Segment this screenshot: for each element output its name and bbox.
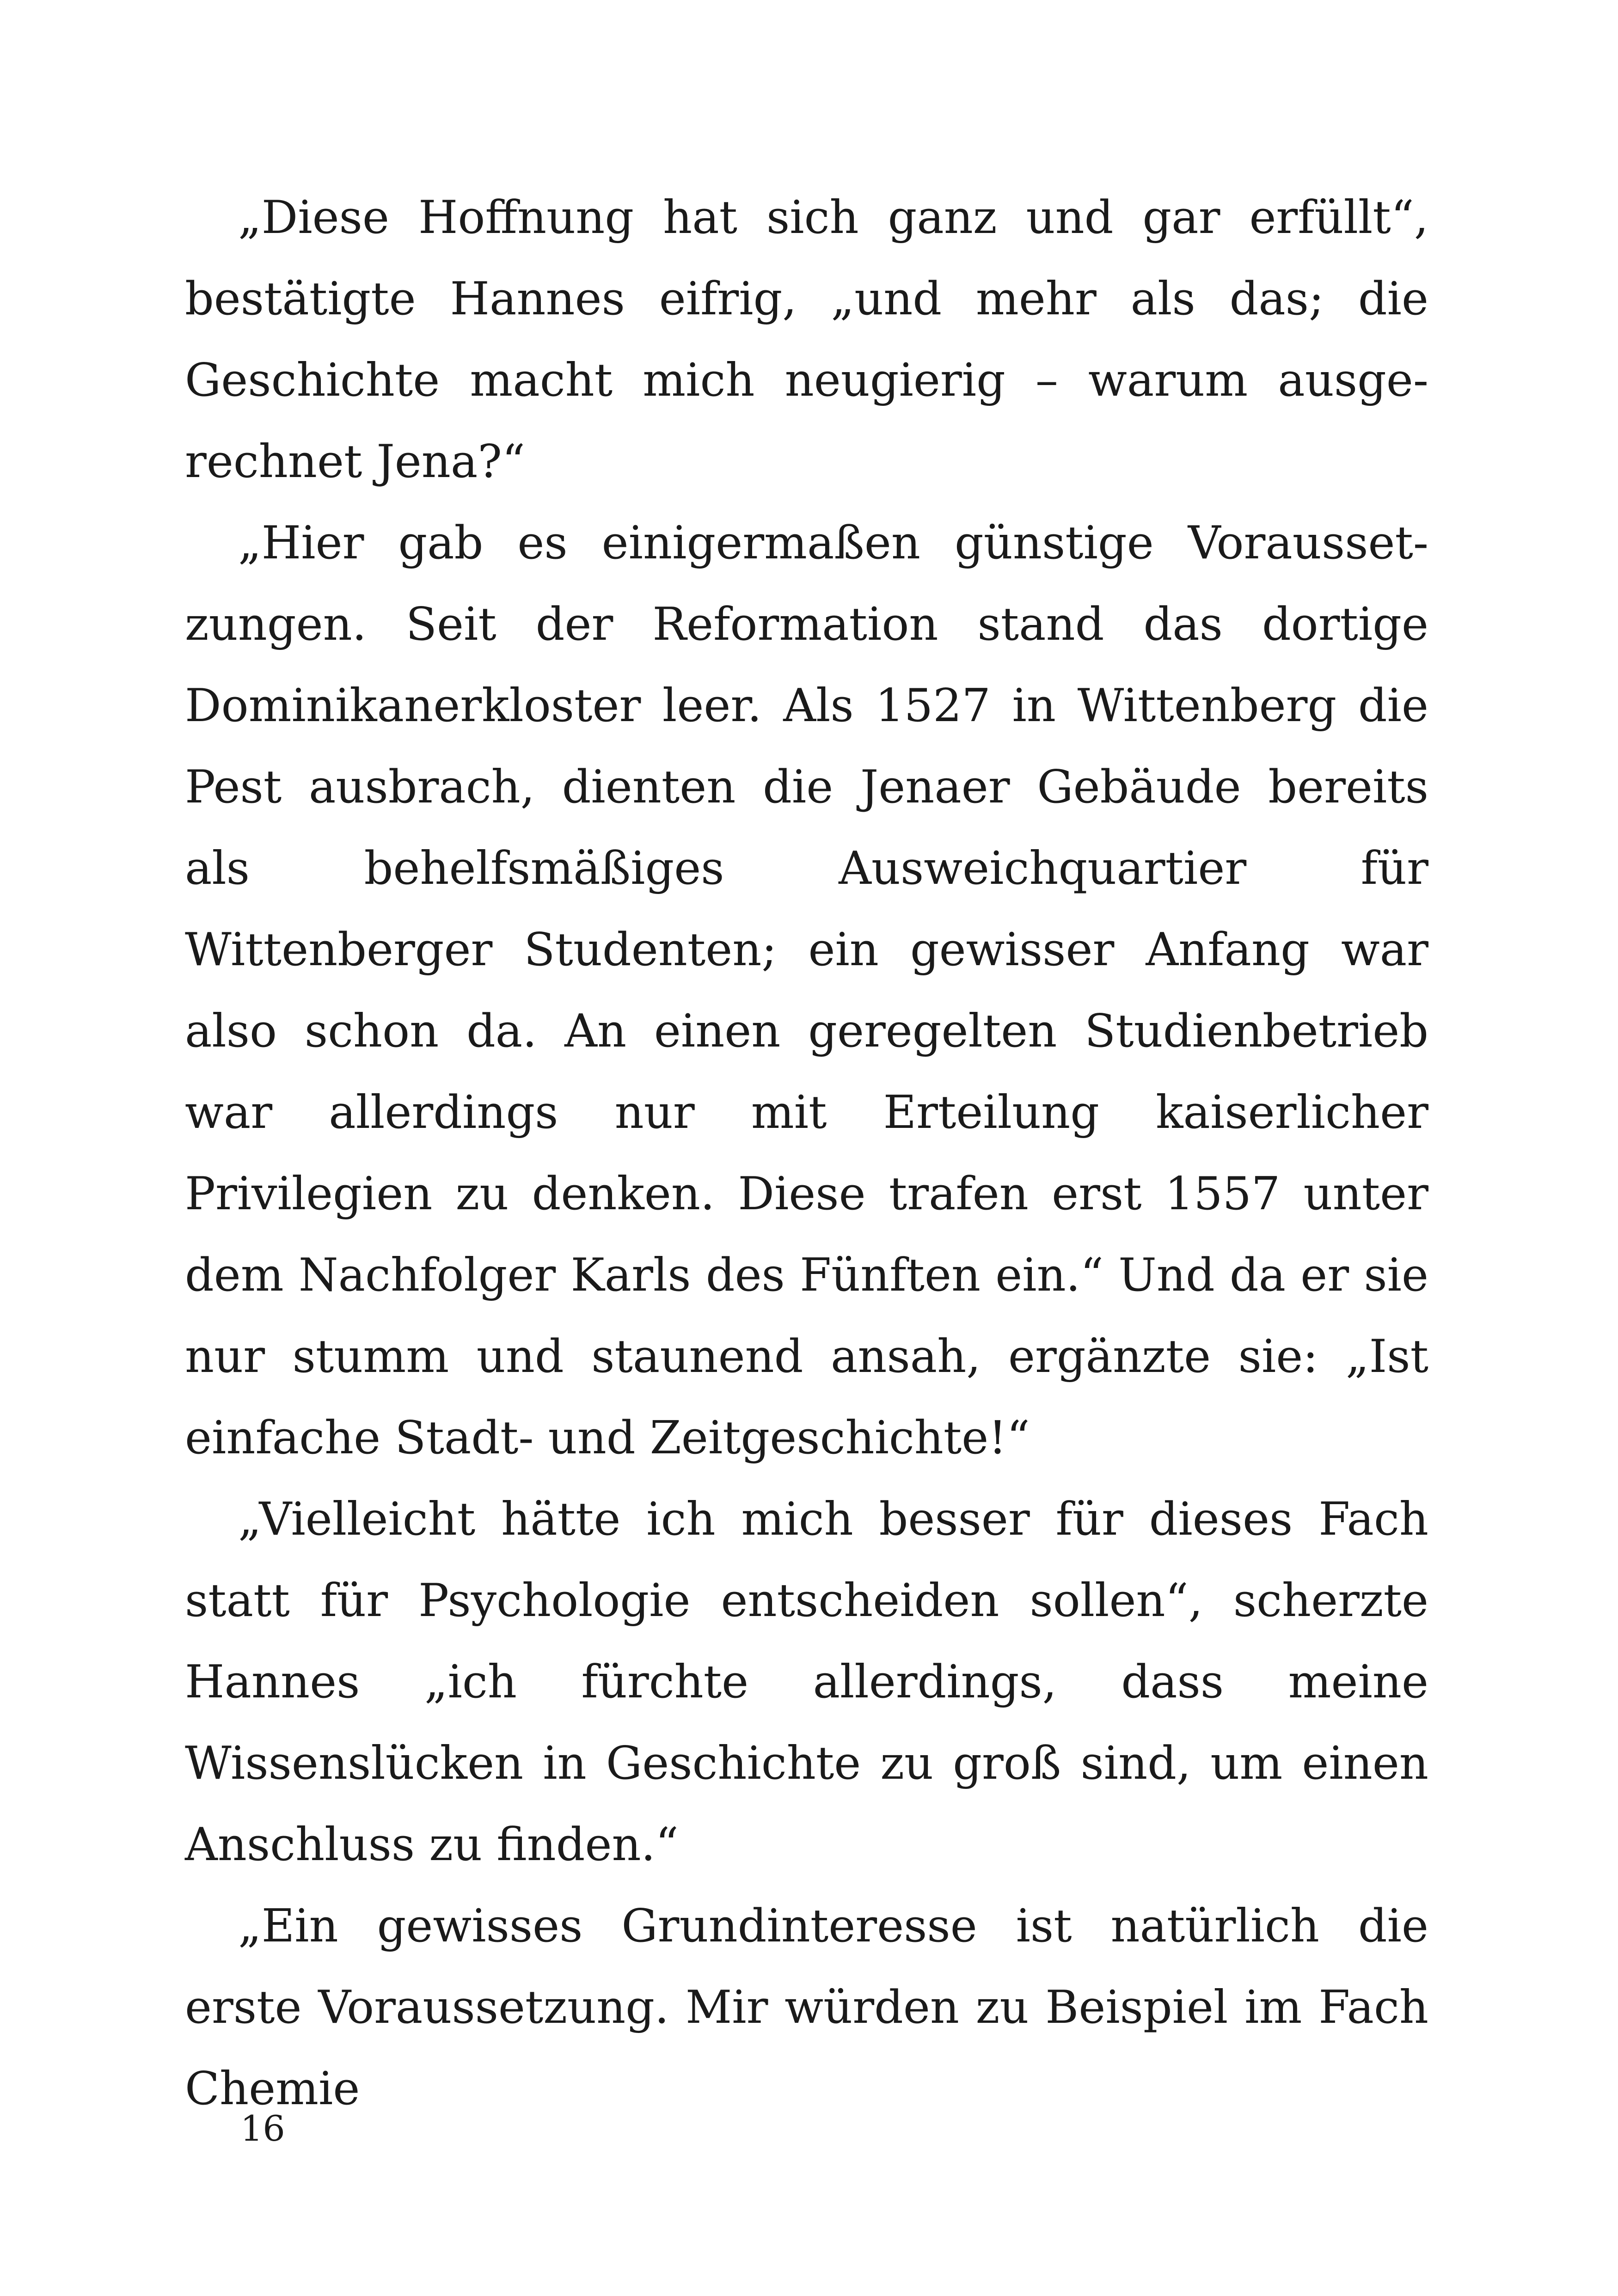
paragraph-1: „Diese Hoffnung hat sich ganz und gar erfüllt“, bestätigte Hannes eifrig, „und mehr als das; die Geschichte macht mich neugierig – warum ausgerechnet Jena?“	[185, 191, 1428, 488]
page-number: 16	[240, 2108, 285, 2149]
paragraph-2: „Hier gab es einigermaßen günstige Voraussetzungen. Seit der Reformation stand das dortige Dominikanerkloster leer. Als 1527 in Wittenberg die Pest ausbrach, dienten die Jenaer Gebäude bereits als behelfsmäßiges Ausweichquartier für Wittenberger Studenten; ein gewisser Anfang war also schon da. An einen geregelten Studienbetrieb war allerdings nur mit Erteilung kaiserlicher Privilegien zu denken. Diese trafen erst 1557 unter dem Nachfolger Karls des Fünften ein.“ Und da er sie nur stumm und staunend ansah, ergänzte sie: „Ist einfache Stadt- und Zeitgeschichte!“	[185, 517, 1428, 1464]
body-text	[185, 177, 1428, 2130]
paragraph-3: „Vielleicht hätte ich mich besser für dieses Fach statt für Psychologie entscheiden sollen“, scherzte Hannes „ich fürchte allerdings, dass meine Wissenslücken in Geschichte zu groß sind, um einen Anschluss zu finden.“	[185, 1493, 1428, 1871]
paragraph-4: „Ein gewisses Grundinteresse ist natürlich die erste Voraussetzung. Mir würden zu Beispiel im Fach Chemie	[185, 1900, 1428, 2115]
